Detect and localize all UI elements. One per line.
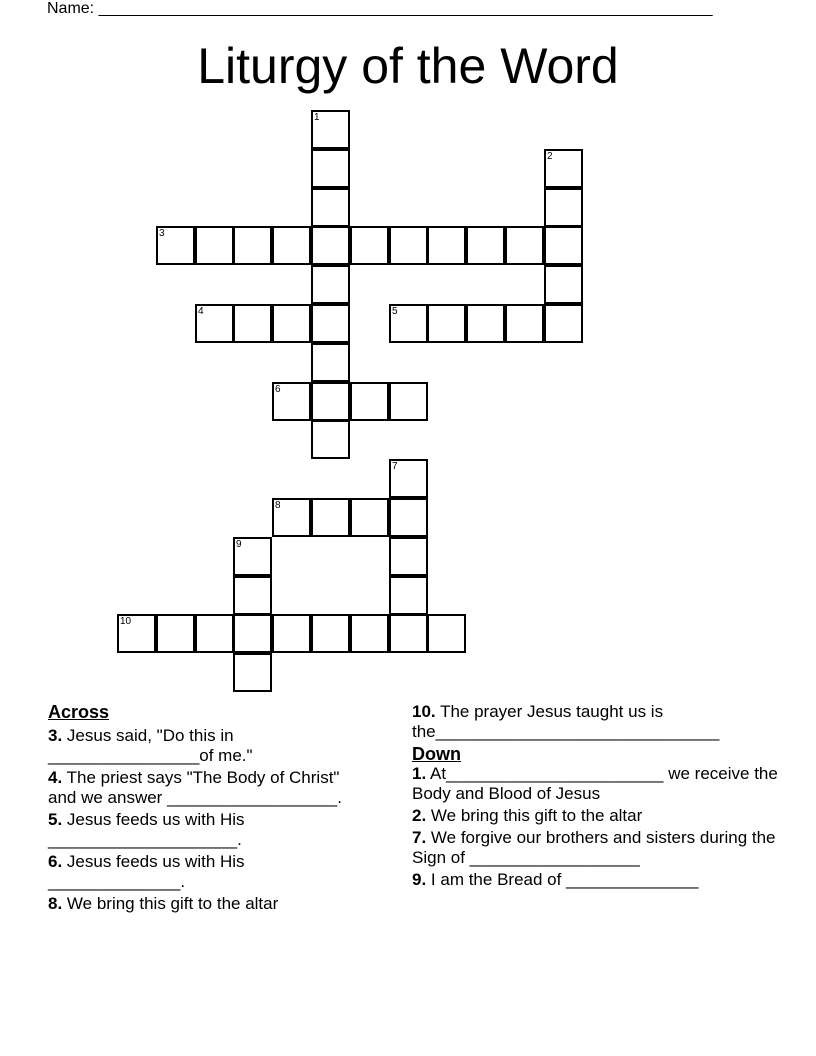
grid-cell[interactable] bbox=[233, 304, 272, 343]
grid-cell[interactable] bbox=[427, 614, 466, 653]
clue-number-label: 4 bbox=[198, 306, 204, 317]
grid-cell[interactable] bbox=[389, 498, 428, 537]
grid-cell[interactable] bbox=[350, 498, 389, 537]
clue-across-6 bbox=[48, 852, 348, 892]
clue-down-7 bbox=[412, 828, 782, 868]
clue-number: 8. bbox=[48, 894, 63, 913]
grid-cell[interactable] bbox=[272, 498, 311, 537]
grid-cell[interactable] bbox=[350, 226, 389, 265]
grid-cell[interactable] bbox=[389, 537, 428, 576]
clues-column-left bbox=[48, 702, 348, 916]
grid-cell[interactable] bbox=[272, 304, 311, 343]
clue-number-label: 6 bbox=[275, 384, 281, 395]
grid-cell[interactable] bbox=[117, 614, 156, 653]
clue-number-label: 3 bbox=[159, 228, 165, 239]
down-heading: Down bbox=[412, 744, 461, 764]
grid-cell[interactable] bbox=[311, 110, 350, 149]
clue-number: 10. bbox=[412, 702, 436, 721]
clue-number-label: 10 bbox=[120, 616, 132, 627]
clue-number-label: 8 bbox=[275, 500, 281, 511]
grid-cell[interactable] bbox=[233, 537, 272, 576]
clue-number-label: 9 bbox=[236, 539, 242, 550]
grid-cell[interactable] bbox=[311, 498, 350, 537]
clue-text: We bring this gift to the altar bbox=[66, 894, 279, 913]
grid-cell[interactable] bbox=[466, 304, 505, 343]
clue-number-label: 7 bbox=[392, 461, 398, 472]
grid-cell[interactable] bbox=[195, 304, 234, 343]
grid-cell[interactable] bbox=[427, 304, 466, 343]
grid-cell[interactable] bbox=[311, 304, 350, 343]
clue-across-3 bbox=[48, 726, 348, 766]
grid-cell[interactable] bbox=[505, 304, 544, 343]
clue-text: At_______________________ we receive the Body and Blood of Jesus bbox=[412, 764, 778, 803]
grid-cell[interactable] bbox=[272, 226, 311, 265]
grid-cell[interactable] bbox=[272, 614, 311, 653]
grid-cell[interactable] bbox=[544, 304, 583, 343]
clue-across-4 bbox=[48, 768, 348, 808]
grid-cell[interactable] bbox=[544, 188, 583, 227]
clue-down-1 bbox=[412, 764, 782, 804]
clue-text: I am the Bread of ______________ bbox=[430, 870, 699, 889]
name-field-line: Name: _____________________________________________________________________ bbox=[47, 0, 713, 17]
grid-cell[interactable] bbox=[389, 614, 428, 653]
grid-cell[interactable] bbox=[311, 226, 350, 265]
clue-number: 1. bbox=[412, 764, 427, 783]
clue-text: We bring this gift to the altar bbox=[430, 806, 643, 825]
clue-number: 7. bbox=[412, 828, 427, 847]
clue-number: 5. bbox=[48, 810, 63, 829]
grid-cell[interactable] bbox=[389, 576, 428, 615]
clue-number-label: 1 bbox=[314, 112, 320, 123]
clue-text: We forgive our brothers and sisters during the Sign of __________________ bbox=[412, 828, 776, 867]
grid-cell[interactable] bbox=[156, 614, 195, 653]
grid-cell[interactable] bbox=[233, 576, 272, 615]
clue-text: The prayer Jesus taught us is the______________________________ bbox=[412, 702, 720, 741]
clue-number: 3. bbox=[48, 726, 63, 745]
grid-cell[interactable] bbox=[544, 265, 583, 304]
clue-down-9 bbox=[412, 870, 782, 890]
grid-cell[interactable] bbox=[311, 343, 350, 382]
grid-cell[interactable] bbox=[389, 226, 428, 265]
clue-across-8 bbox=[48, 894, 348, 914]
clue-number: 4. bbox=[48, 768, 63, 787]
clue-across-10 bbox=[412, 702, 782, 742]
grid-cell[interactable] bbox=[233, 226, 272, 265]
grid-cell[interactable] bbox=[427, 226, 466, 265]
clue-text: The priest says "The Body of Christ" and we answer __________________. bbox=[48, 768, 342, 807]
grid-cell[interactable] bbox=[389, 304, 428, 343]
grid-cell[interactable] bbox=[195, 226, 234, 265]
grid-cell[interactable] bbox=[311, 382, 350, 421]
grid-cell[interactable] bbox=[311, 149, 350, 188]
clues-column-right bbox=[412, 702, 782, 892]
grid-cell[interactable] bbox=[156, 226, 195, 265]
clue-text: Jesus feeds us with His ____________________. bbox=[48, 810, 245, 849]
grid-cell[interactable] bbox=[233, 614, 272, 653]
grid-cell[interactable] bbox=[544, 149, 583, 188]
clue-number-label: 2 bbox=[547, 151, 553, 162]
grid-cell[interactable] bbox=[311, 614, 350, 653]
grid-cell[interactable] bbox=[350, 614, 389, 653]
across-heading: Across bbox=[48, 702, 110, 722]
grid-cell[interactable] bbox=[311, 265, 350, 304]
grid-cell[interactable] bbox=[311, 188, 350, 227]
grid-cell[interactable] bbox=[350, 382, 389, 421]
grid-cell[interactable] bbox=[466, 226, 505, 265]
clue-number-label: 5 bbox=[392, 306, 398, 317]
grid-cell[interactable] bbox=[233, 653, 272, 692]
grid-cell[interactable] bbox=[272, 382, 311, 421]
clue-number: 6. bbox=[48, 852, 63, 871]
clue-down-2 bbox=[412, 806, 782, 826]
clue-number: 9. bbox=[412, 870, 427, 889]
grid-cell[interactable] bbox=[505, 226, 544, 265]
page-title: Liturgy of the Word bbox=[197, 38, 619, 94]
clue-across-5 bbox=[48, 810, 348, 850]
clue-text: Jesus said, "Do this in ________________of me." bbox=[48, 726, 253, 765]
grid-cell[interactable] bbox=[389, 382, 428, 421]
grid-cell[interactable] bbox=[311, 420, 350, 459]
grid-cell[interactable] bbox=[195, 614, 234, 653]
clue-text: Jesus feeds us with His ______________. bbox=[48, 852, 245, 891]
clue-number: 2. bbox=[412, 806, 427, 825]
grid-cell[interactable] bbox=[544, 226, 583, 265]
grid-cell[interactable] bbox=[389, 459, 428, 498]
